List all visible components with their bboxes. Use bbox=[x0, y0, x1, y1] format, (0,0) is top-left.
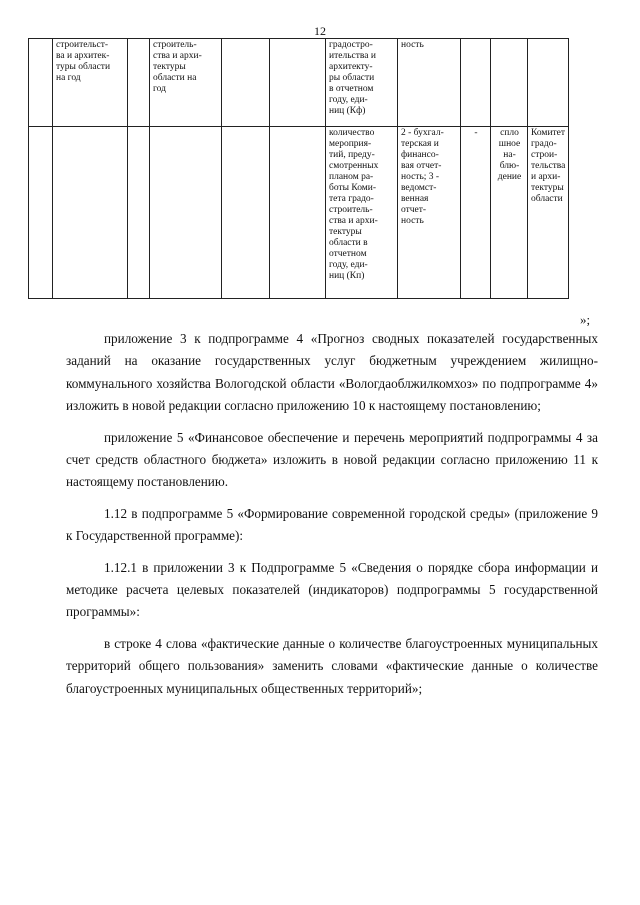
table-cell bbox=[528, 39, 569, 127]
table-row bbox=[29, 127, 569, 299]
table-cell bbox=[461, 39, 491, 127]
table-cell: строительст- ва и архитек- туры области на год bbox=[53, 39, 128, 127]
paragraph: приложение 3 к подпрограмме 4 «Прогноз сводных показателей государственных заданий на оказание государственных услуг бюджетным учреждением жилищно-коммунального хозяйства Вологодской области «Вологдаоблжилкомхоз» по подпрограмме 4» изложить в новой редакции согласно приложению 10 к настоящему постановлению; bbox=[66, 331, 598, 414]
closing-quote: »; bbox=[580, 312, 591, 327]
table-cell: - bbox=[461, 127, 491, 299]
table-cell bbox=[53, 127, 128, 299]
paragraph: 1.12.1 в приложении 3 к Подпрограмме 5 «Сведения о порядке сбора информации и методике расчета целевых показателей (индикаторов) подпрограммы 5 государственной программы»: bbox=[66, 559, 598, 620]
table-cell bbox=[29, 127, 53, 299]
paragraph: в строке 4 слова «фактические данные о количестве благоустроенных муниципальных территорий общего пользования» заменить словами «фактические данные о количестве благоустроенных муниципальных общественных территорий»; bbox=[66, 635, 598, 696]
table-cell: спло шное на- блю- дение bbox=[491, 127, 528, 299]
table-cell: строитель- ства и архи- тектуры области на год bbox=[150, 39, 222, 127]
table-cell bbox=[491, 39, 528, 127]
table-cell: количество мероприя- тий, преду- смотренных планом ра- боты Коми- тета градо- строитель- ства и архи- тектуры области в отчетном году, еди- ниц (Кп) bbox=[326, 127, 398, 299]
table-cell bbox=[128, 39, 150, 127]
document-body bbox=[66, 328, 598, 709]
table-cell: градостро- ительства и архитекту- ры области в отчетном году, еди- ниц (Кф) bbox=[326, 39, 398, 127]
page-number: 12 bbox=[314, 24, 326, 38]
paragraph: приложение 5 «Финансовое обеспечение и перечень мероприятий подпрограммы 4 за счет средств областного бюджета» изложить в новой редакции согласно приложению 11 к настоящему постановлению. bbox=[66, 429, 598, 490]
table-cell bbox=[270, 39, 326, 127]
table-cell: ность bbox=[398, 39, 461, 127]
table-cell bbox=[222, 39, 270, 127]
table-row bbox=[29, 39, 569, 127]
table-cell: Комитет градо- строи- тельства и архи- тектуры области bbox=[528, 127, 569, 299]
table-cell: 2 - бухгал- терская и финансо- вая отчет- ность; 3 - ведомст- венная отчет- ность bbox=[398, 127, 461, 299]
table-cell bbox=[150, 127, 222, 299]
table-cell bbox=[270, 127, 326, 299]
table-cell bbox=[222, 127, 270, 299]
table-cell bbox=[29, 39, 53, 127]
indicator-table bbox=[28, 38, 569, 299]
paragraph: 1.12 в подпрограмме 5 «Формирование современной городской среды» (приложение 9 к Государственной программе): bbox=[66, 505, 598, 544]
table-cell bbox=[128, 127, 150, 299]
